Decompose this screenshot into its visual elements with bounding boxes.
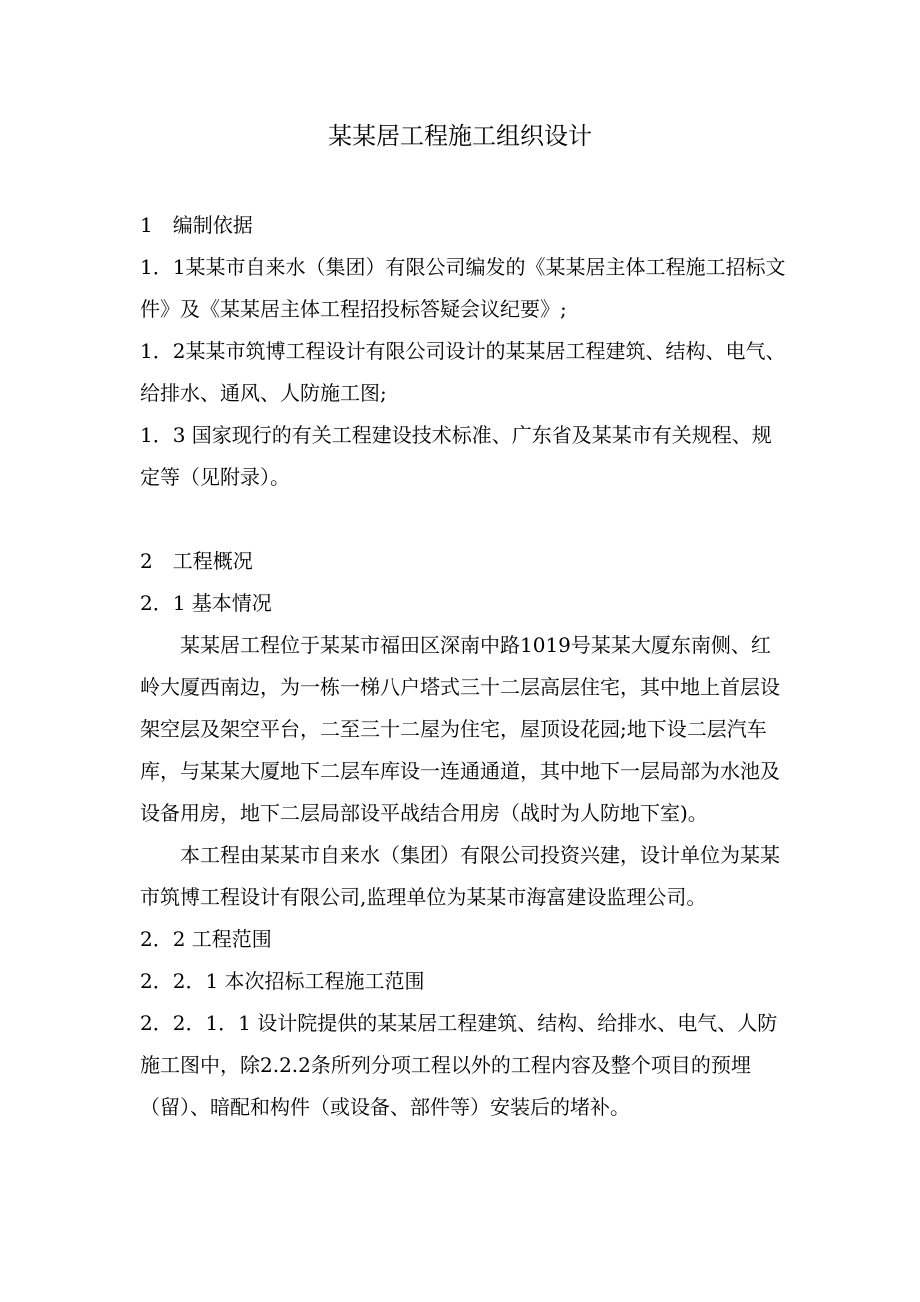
clause-1-2: 1．2某某市筑博工程设计有限公司设计的某某居工程建筑、结构、电气、给排水、通风、人防施工图; — [140, 339, 786, 405]
clause-1-3: 1．3 国家现行的有关工程建设技术标准、广东省及某某市有关规程、规定等（见附录）。 — [140, 423, 772, 489]
clause-1-1: 1．1某某市自来水（集团）有限公司编发的《某某居主体工程施工招标文件》及《某某居主体工程招投标答疑会议纪要》; — [140, 255, 786, 321]
document-title: 某某居工程施工组织设计 — [328, 122, 592, 150]
subsection-2-1-heading: 2．1 基本情况 — [140, 591, 272, 615]
document-body — [140, 204, 790, 1128]
section-1-heading: 1 编制依据 — [140, 213, 253, 237]
subsection-2-2-heading: 2．2 工程范围 — [140, 927, 272, 951]
paragraph-basic-info: 某某居工程位于某某市福田区深南中路1019号某某大厦东南侧、红岭大厦西南边，为一栋一梯八户塔式三十二层高层住宅，其中地上首层设架空层及架空平台，二至三十二屋为住宅，屋顶设花园;地下设二层汽车库，与某某大厦地下二层车库设一连通通道，其中地下一层局部为水池及设备用房，地下二层局部设平战结合用房（战时为人防地下室)。 — [140, 633, 780, 825]
section-2-heading: 2 工程概况 — [140, 549, 253, 573]
clause-2-2-1-1: 2．2．1．1 设计院提供的某某居工程建筑、结构、给排水、电气、人防施工图中，除2.2.2条所列分项工程以外的工程内容及整个项目的预埋（留）、暗配和构件（或设备、部件等）安装后的堵补。 — [140, 1011, 778, 1119]
subsection-2-2-1-heading: 2．2．1 本次招标工程施工范围 — [140, 969, 425, 993]
paragraph-investor: 本工程由某某市自来水（集团）有限公司投资兴建，设计单位为某某市筑博工程设计有限公司,监理单位为某某市海富建设监理公司。 — [140, 843, 780, 909]
section-spacer — [140, 498, 790, 540]
